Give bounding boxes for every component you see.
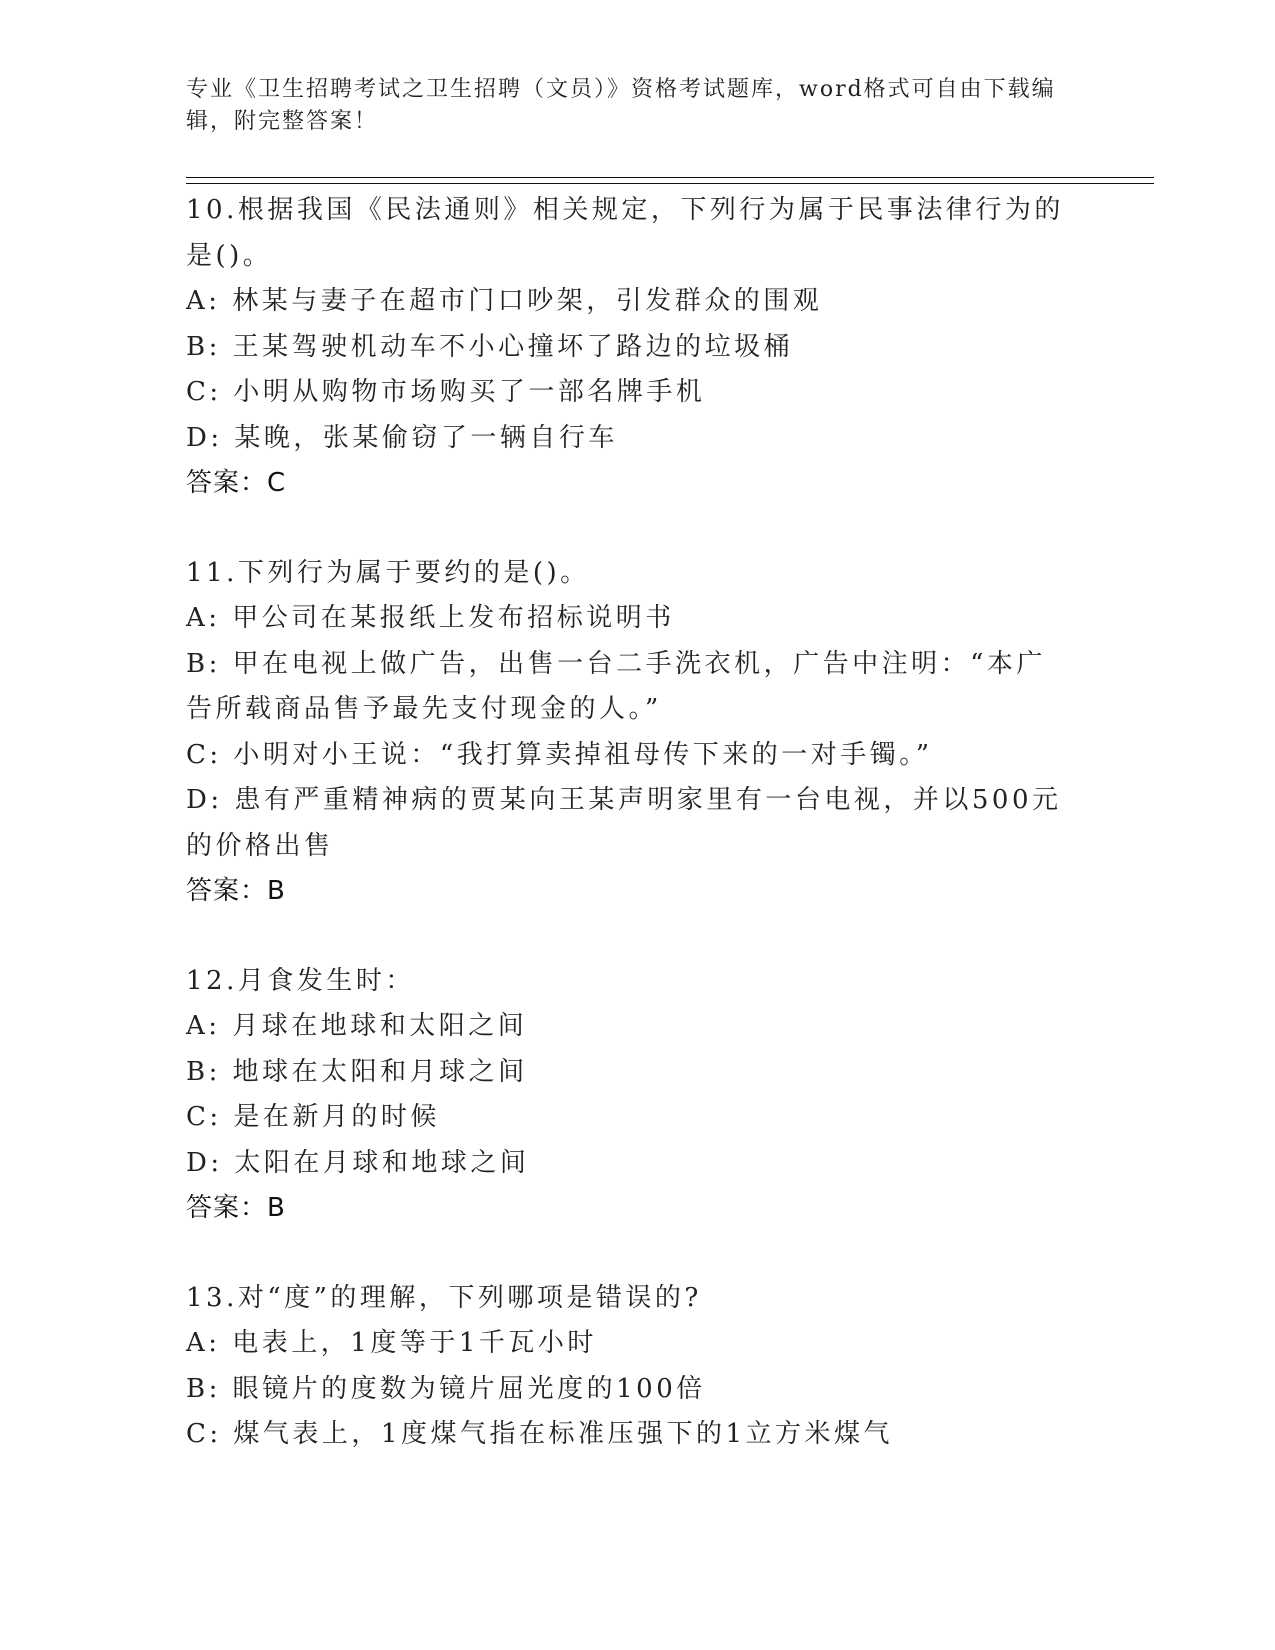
option-c: C: 小明对小王说：“我打算卖掉祖母传下来的一对手镯。” (186, 739, 933, 770)
option-c: C: 煤气表上，1度煤气指在标准压强下的1立方米煤气 (186, 1419, 894, 1449)
question-stem: 11.下列行为属于要约的是()。 (186, 557, 590, 588)
option-c: C: 是在新月的时候 (186, 1102, 440, 1132)
header-double-rule (186, 177, 1154, 184)
question-item (186, 959, 1066, 1232)
question-item (186, 551, 1066, 915)
question-list (186, 188, 1066, 1502)
question-stem: 10.根据我国《民法通则》相关规定，下列行为属于民事法律行为的是()。 (186, 195, 1064, 271)
question-item (186, 188, 1066, 507)
document-header (186, 74, 1066, 138)
answer-line: 答案：C (186, 468, 287, 498)
option-a: A: 甲公司在某报纸上发布招标说明书 (186, 603, 675, 633)
option-a: A: 林某与妻子在超市门口吵架，引发群众的围观 (186, 286, 823, 316)
option-d: D: 太阳在月球和地球之间 (186, 1147, 530, 1178)
question-item (186, 1276, 1066, 1458)
option-a: A: 电表上，1度等于1千瓦小时 (186, 1328, 597, 1358)
answer-line: 答案：B (186, 1193, 286, 1223)
question-stem: 12.月食发生时： (186, 965, 415, 996)
option-b: B: 地球在太阳和月球之间 (186, 1056, 528, 1087)
option-a: A: 月球在地球和太阳之间 (186, 1011, 528, 1041)
question-stem: 13.对“度”的理解，下列哪项是错误的? (186, 1282, 702, 1313)
option-d: D: 某晚，张某偷窃了一辆自行车 (186, 422, 618, 453)
answer-line: 答案：B (186, 876, 286, 906)
option-b: B: 甲在电视上做广告，出售一台二手洗衣机，广告中注明：“本广告所载商品售予最先支付现金的人。” (186, 648, 1046, 724)
option-b: B: 王某驾驶机动车不小心撞坏了路边的垃圾桶 (186, 331, 794, 362)
option-c: C: 小明从购物市场购买了一部名牌手机 (186, 377, 706, 407)
option-b: B: 眼镜片的度数为镜片屈光度的100倍 (186, 1373, 706, 1404)
option-d: D: 患有严重精神病的贾某向王某声明家里有一台电视，并以500元的价格出售 (186, 785, 1062, 861)
header-text: 专业《卫生招聘考试之卫生招聘（文员）》资格考试题库，word格式可自由下载编辑，附完整答案！ (186, 77, 1056, 134)
